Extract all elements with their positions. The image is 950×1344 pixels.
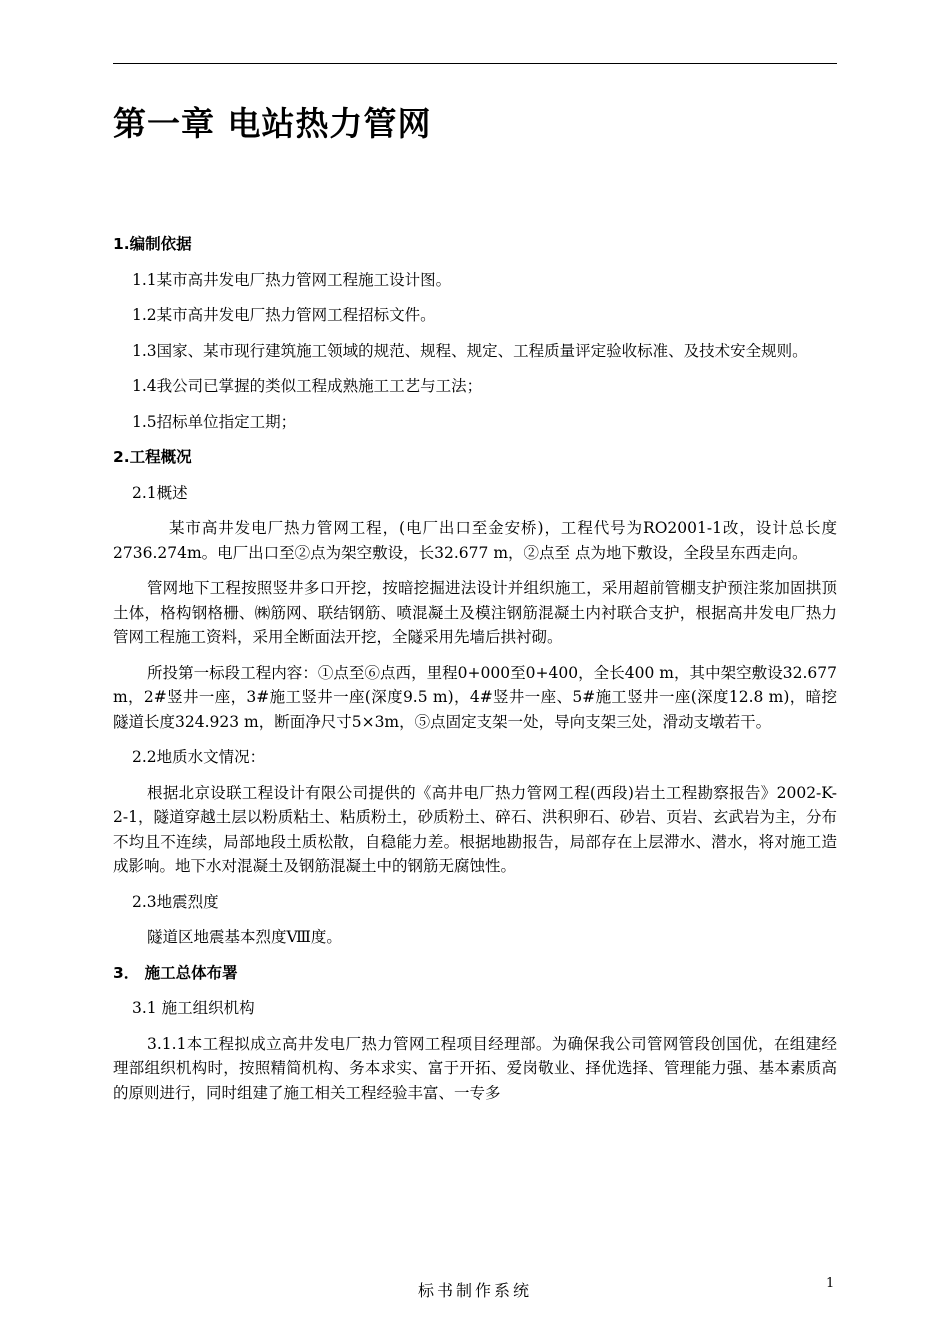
document-body [113, 232, 837, 1116]
section-heading: 2.工程概况 [113, 448, 192, 466]
footer-text: 标书制作系统 [417, 1281, 532, 1300]
subsection-heading: 2.1概述 [132, 483, 188, 502]
subsection-heading: 3.1 施工组织机构 [132, 999, 255, 1017]
paragraph: 1.3国家、某市现行建筑施工领域的规范、规程、规定、工程质量评定验收标准、及技术安全规则。 [132, 341, 808, 360]
section-heading: 1.编制依据 [113, 235, 192, 253]
page-number: 1 [826, 1276, 835, 1291]
subsection-heading: 2.3地震烈度 [132, 892, 219, 911]
paragraph: 1.4我公司已掌握的类似工程成熟施工工艺与工法； [132, 377, 483, 395]
header-rule [113, 63, 837, 64]
paragraph: 管网地下工程按照竖井多口开挖，按暗挖掘进法设计并组织施工，采用超前管棚支护预注浆加固拱顶土体，格构钢格栅、㈱筋网、联结钢筋、喷混凝土及模注钢筋混凝土内衬联合支护，根据高井发电厂热力管网工程施工资料，采用全断面法开挖，全隧采用先墙后拱衬砌。 [113, 579, 837, 646]
paragraph: 根据北京设联工程设计有限公司提供的《高井电厂热力管网工程(西段)岩土工程勘察报告》2002-K-2-1，隧道穿越土层以粉质粘土、粘质粉土，砂质粉土、碎石、洪积卵石、砂岩、页岩、玄武岩为主，分布不均且不连续，局部地段土质松散，自稳能力差。根据地勘报告，局部存在上层滞水、潜水，将对施工造成影响。地下水对混凝土及钢筋混凝土中的钢筋无腐蚀性。 [113, 783, 837, 875]
paragraph: 1.1某市高井发电厂热力管网工程施工设计图。 [132, 270, 452, 289]
paragraph: 1.2某市高井发电厂热力管网工程招标文件。 [132, 306, 436, 324]
paragraph: 隧道区地震基本烈度Ⅷ度。 [147, 928, 342, 946]
paragraph: 3.1.1本工程拟成立高井发电厂热力管网工程项目经理部。为确保我公司管网管段创国优，在组建经理部组织机构时，按照精简机构、务本求实、富于开拓、爱岗敬业、择优选择、管理能力强、基本素质高的原则进行，同时组建了施工相关工程经验丰富、一专多 [113, 1034, 837, 1102]
section-heading: 3． 施工总体布署 [113, 963, 238, 982]
chapter-title: 第一章 电站热力管网 [113, 104, 432, 143]
paragraph: 某市高井发电厂热力管网工程，(电厂出口至金安桥)，工程代号为RO2001-1改，设计总长度2736.274m。电厂出口至②点为架空敷设，长32.677 m，②点至 点为地下敷设，全段呈东西走向。 [113, 519, 837, 562]
paragraph: 所投第一标段工程内容：①点至⑥点西，里程0+000至0+400，全长400 m，其中架空敷设32.677 m，2#竖井一座，3#施工竖井一座(深度9.5 m)，4#竖井一座、5#施工竖井一座(深度12.8 m)，暗挖隧道长度324.923 m，断面净尺寸5×3m，⑤点固定支架一处，导向支架三处，滑动支墩若干。 [113, 663, 837, 731]
subsection-heading: 2.2地质水文情况： [132, 748, 266, 766]
paragraph: 1.5招标单位指定工期； [132, 412, 297, 431]
